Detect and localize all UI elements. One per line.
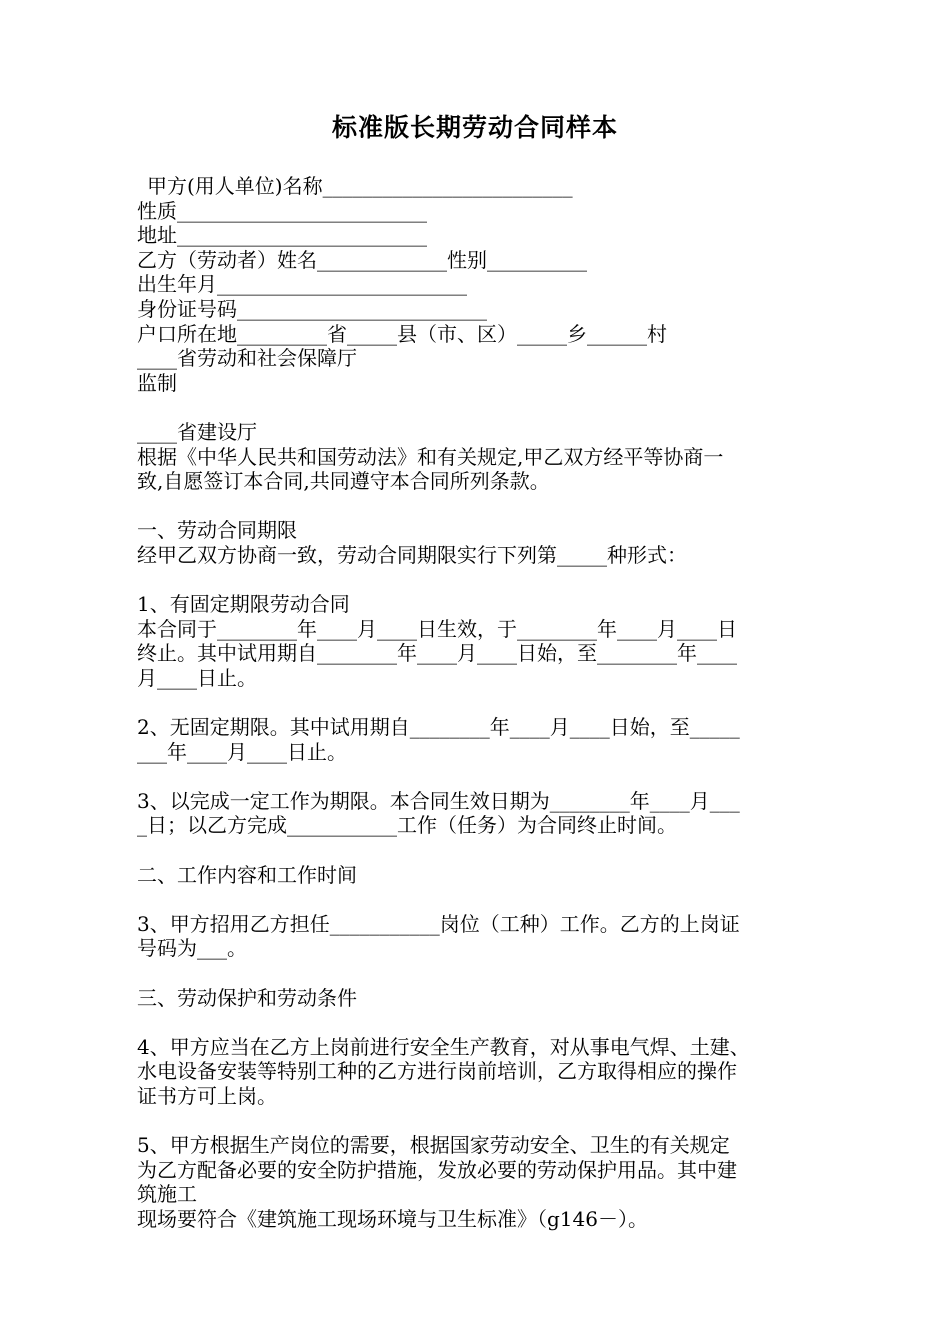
text-line: 户口所在地_________省_____县（市、区）_____乡______村 [137, 321, 667, 346]
blank-line [137, 494, 837, 519]
text-line: 监制 [137, 370, 177, 395]
blank-line [137, 568, 837, 593]
blank-line [137, 887, 837, 912]
text-line: 致,自愿签订本合同,共同遵守本合同所列条款。 [137, 469, 550, 494]
text-line: 1、有固定期限劳动合同 [137, 592, 350, 617]
text-line: 月____日止。 [137, 665, 257, 690]
document-title: 标准版长期劳动合同样本 [331, 113, 618, 142]
text-line: 性质_________________________ [137, 198, 427, 223]
text-line: 身份证号码_________________________ [137, 296, 487, 321]
blank-line [137, 961, 837, 986]
text-line: 现场要符合《建筑施工现场环境与卫生标准》（g146－）。 [137, 1206, 648, 1231]
blank-line [137, 690, 837, 715]
text-line: 根据《中华人民共和国劳动法》和有关规定,甲乙双方经平等协商一 [137, 444, 724, 469]
blank-line [137, 764, 837, 789]
text-line: 号码为___。 [137, 936, 247, 961]
document-body [137, 174, 837, 1232]
text-line: 3、以完成一定工作为期限。本合同生效日期为________年____月___ [137, 788, 740, 813]
section-heading: 三、劳动保护和劳动条件 [137, 985, 357, 1010]
text-line: ___年____月____日止。 [137, 739, 347, 764]
blank-line [137, 838, 837, 863]
text-line: 水电设备安装等特别工种的乙方进行岗前培训，乙方取得相应的操作 [137, 1059, 737, 1084]
text-line: ____省劳动和社会保障厅 [137, 346, 357, 371]
text-line: 4、甲方应当在乙方上岗前进行安全生产教育，对从事电气焊、土建、 [137, 1034, 750, 1059]
text-line: 证书方可上岗。 [137, 1083, 277, 1108]
text-line: _日；以乙方完成___________工作（任务）为合同终止时间。 [137, 813, 677, 838]
text-line: 筑施工 [137, 1182, 197, 1207]
blank-line [137, 1010, 837, 1035]
text-line: 乙方（劳动者）姓名_____________性别__________ [137, 247, 587, 272]
text-line: 终止。其中试用期自________年____月____日始，至________年____ [137, 641, 737, 666]
text-line: 本合同于________年____月____日生效，于________年____月____日 [137, 616, 737, 641]
text-line: 出生年月_________________________ [137, 272, 467, 297]
text-line: ____省建设厅 [137, 419, 257, 444]
text-line: 甲方(用人单位)名称_________________________ [147, 174, 573, 198]
text-line: 2、无固定期限。其中试用期自________年____月____日始，至_____ [137, 715, 740, 740]
blank-line [137, 1109, 837, 1134]
text-line: 为乙方配备必要的安全防护措施，发放必要的劳动保护用品。其中建 [137, 1157, 737, 1182]
text-line: 5、甲方根据生产岗位的需要，根据国家劳动安全、卫生的有关规定 [137, 1133, 730, 1158]
text-line: 经甲乙双方协商一致，劳动合同期限实行下列第_____种形式： [137, 542, 687, 567]
blank-line [137, 395, 837, 420]
text-line: 3、甲方招用乙方担任___________岗位（工种）工作。乙方的上岗证 [137, 911, 740, 936]
section-heading: 二、工作内容和工作时间 [137, 862, 357, 887]
text-line: 地址_________________________ [137, 223, 427, 248]
section-heading: 一、劳动合同期限 [137, 518, 297, 543]
